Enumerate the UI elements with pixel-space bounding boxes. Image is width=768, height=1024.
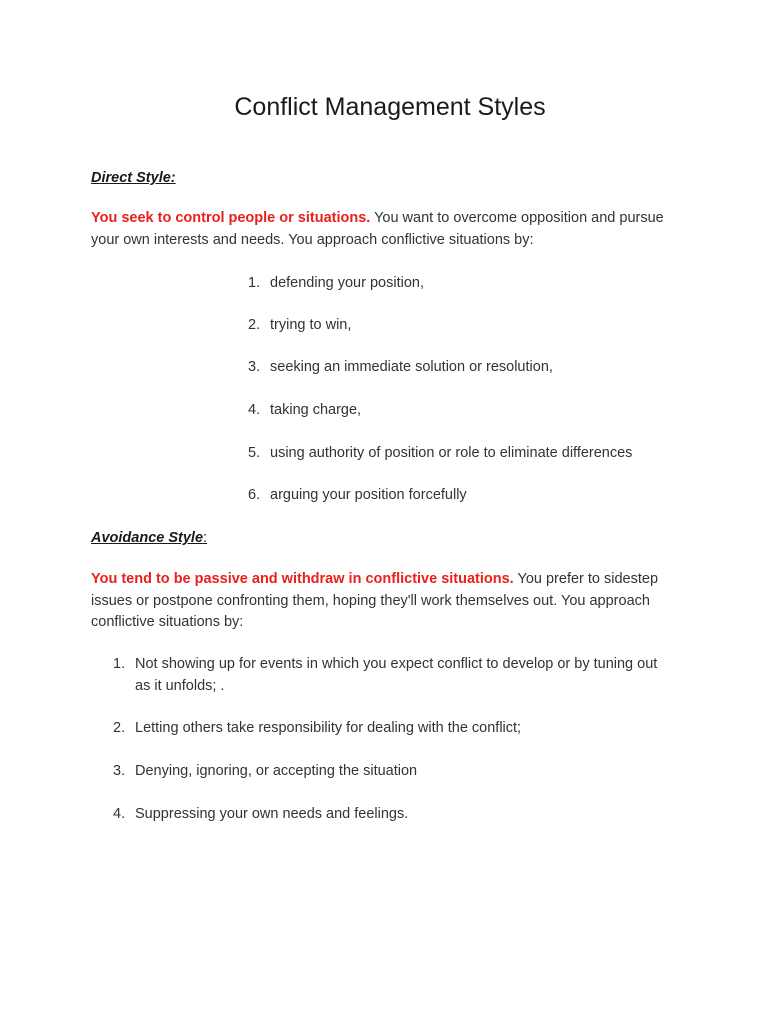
page-title: Conflict Management Styles	[234, 93, 546, 121]
avoidance-style-body: You prefer to sidestep issues or postpone confronting them, hoping they'll work themselves out. You approach conflictive situations by:	[91, 571, 659, 630]
list-item-number: 4.	[113, 806, 126, 822]
avoidance-style-heading-row	[91, 530, 207, 546]
avoidance-style-lead: You tend to be passive and withdraw in conflictive situations.	[91, 571, 514, 587]
list-item	[248, 485, 678, 507]
list-item-text: using authority of position or role to eliminate differences	[270, 445, 633, 461]
list-item	[248, 273, 678, 295]
direct-style-lead: You seek to control people or situations.	[91, 210, 371, 226]
list-item-number: 1.	[248, 275, 261, 291]
list-item-text: trying to win,	[270, 317, 352, 333]
list-item-number: 2.	[248, 317, 261, 333]
list-item-number: 3.	[113, 763, 126, 779]
avoidance-style-heading: Avoidance Style	[91, 530, 204, 546]
list-item-text: taking charge,	[270, 402, 362, 418]
avoidance-style-paragraph	[91, 569, 671, 634]
list-item-text: Suppressing your own needs and feelings.	[135, 806, 409, 822]
list-item-text: arguing your position forcefully	[270, 487, 467, 503]
list-item-number: 6.	[248, 487, 261, 503]
list-item-text: Letting others take responsibility for dealing with the conflict;	[135, 720, 522, 736]
list-item-number: 5.	[248, 445, 261, 461]
list-item-text: seeking an immediate solution or resolution,	[270, 359, 553, 375]
list-item	[248, 357, 678, 379]
direct-style-paragraph	[91, 208, 671, 251]
list-item	[113, 654, 673, 697]
list-item-number: 1.	[113, 656, 126, 672]
list-item-text: Not showing up for events in which you expect conflict to develop or by tuning out as it unfolds; .	[135, 656, 658, 694]
list-item	[248, 315, 678, 337]
list-item	[248, 400, 678, 422]
list-item-number: 2.	[113, 720, 126, 736]
list-item	[248, 443, 678, 465]
direct-style-body: You want to overcome opposition and pursue your own interests and needs. You approach conflictive situations by:	[91, 210, 664, 248]
list-item	[113, 761, 673, 783]
direct-style-heading: Direct Style:	[91, 170, 176, 186]
avoidance-style-heading-colon: :	[203, 530, 208, 546]
list-item-text: defending your position,	[270, 275, 424, 291]
list-item	[113, 718, 673, 740]
list-item-text: Denying, ignoring, or accepting the situation	[135, 763, 418, 779]
list-item-number: 4.	[248, 402, 261, 418]
list-item-number: 3.	[248, 359, 261, 375]
list-item	[113, 804, 673, 826]
